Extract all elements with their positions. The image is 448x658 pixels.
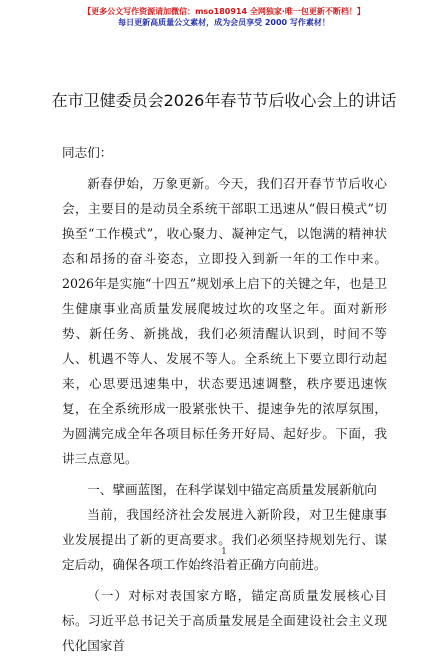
paragraph-section-1: 当前，我国经济社会发展进入新阶段，对卫生健康事业发展提出了新的更高要求。我们必须坚持规划先行、谋定后动，确保各项工作始终沿着正确方向前进。 <box>62 507 387 572</box>
promo-line-1: 【更多公文写作资源请加微信：mso180914 全网独家·唯一包更新不断档！】 <box>83 7 365 16</box>
document-title: 在市卫健委员会2026年春节节后收心会上的讲话 <box>51 91 397 110</box>
promo-line-2: 每日更新高质量公文素材，成为会员享受 2000 写作素材！ <box>118 18 330 27</box>
paragraph-subsection-1: （一）对标对表国家方略，锚定高质量发展核心目标。习近平总书记关于高质量发展是全面建设社会主义现代化国家首 <box>62 588 387 653</box>
greeting: 同志们： <box>62 145 113 160</box>
section-heading-1: 一、擘画蓝图，在科学谋划中锚定高质量发展新航向 <box>87 482 377 497</box>
promo-banner <box>0 6 448 28</box>
document-body <box>62 140 387 658</box>
paragraph-intro: 新春伊始，万象更新。今天，我们召开春节节后收心会，主要目的是动员全系统干部职工迅速从“假日模式”切换至“工作模式”，收心聚力、凝神定气，以饱满的精神状态和昂扬的奋斗姿态，立即投入到新一年的工作中来。2026年是实施“十四五”规划承上启下的关键之年，也是卫生健康事业高质量发展爬坡过坎的攻坚之年。面对新形势、新任务、新挑战，我们必须清醒认识到，时间不等人、机遇不等人、发展不等人。全系统上下要立即行动起来，心思要迅速集中，状态要迅速调整，秩序要迅速恢复，在全系统形成一股紧张快干、提速争先的浓厚氛围，为圆满完成全年各项目标任务开好局、起好步。下面，我讲三点意见。 <box>62 176 387 466</box>
page-number: 1 <box>221 547 227 557</box>
